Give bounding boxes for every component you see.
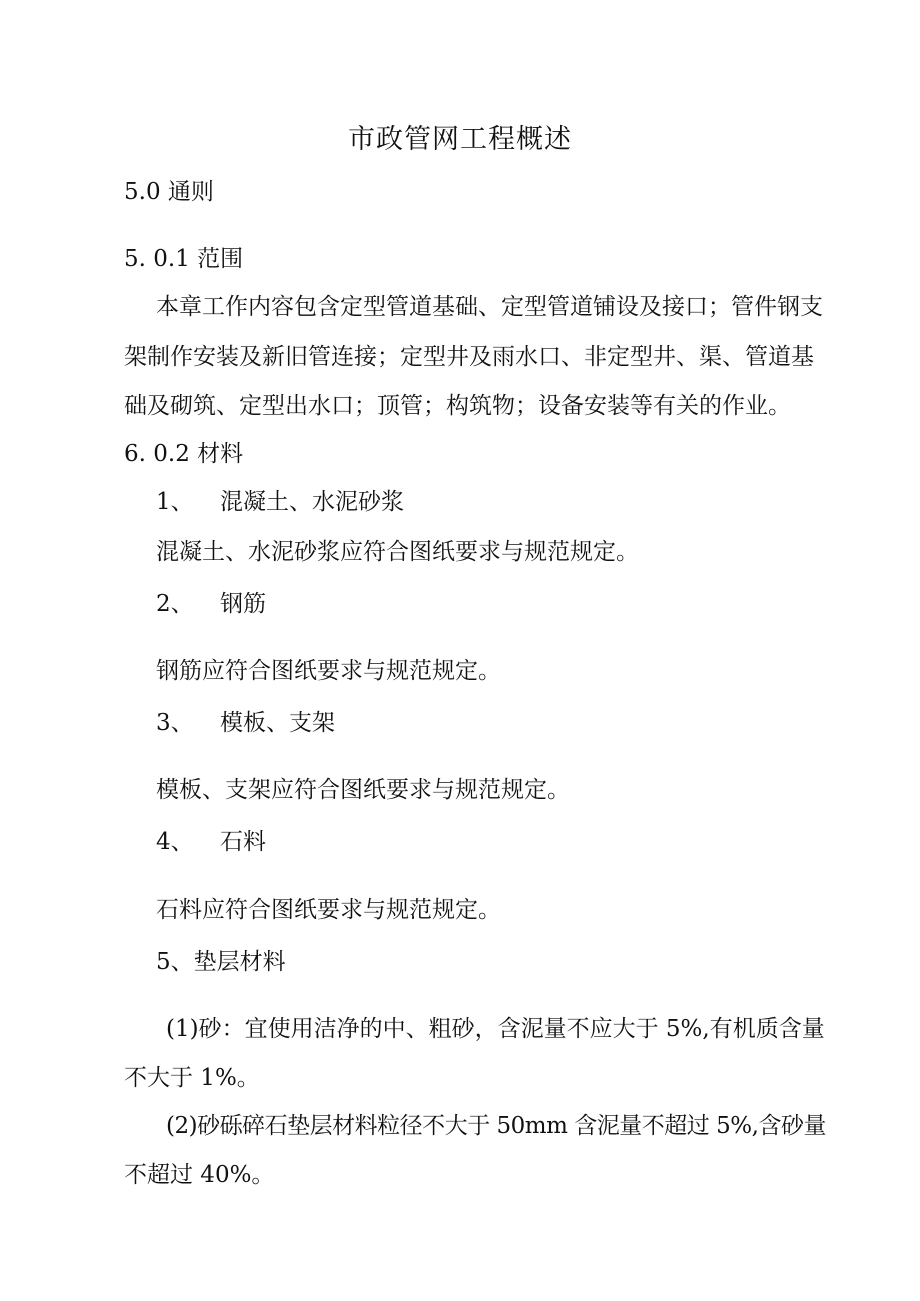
scope-heading: 5. 0.1 范围 <box>124 246 244 272</box>
material-item-3 <box>156 708 335 738</box>
material-item-name: 钢筋 <box>220 591 266 617</box>
material-item-number: 4、 <box>156 829 194 855</box>
scope-line-1: 本章工作内容包含定型管道基础、定型管道铺设及接口；管件钢支 <box>156 294 823 320</box>
material-item-name: 模板、支架 <box>220 710 335 736</box>
material-item-2 <box>156 589 266 619</box>
material-item-number: 2、 <box>156 591 194 617</box>
material-item-name: 混凝土、水泥砂浆 <box>220 489 404 515</box>
document-title: 市政管网工程概述 <box>348 124 572 155</box>
material-item-1-desc: 混凝土、水泥砂浆应符合图纸要求与规范规定。 <box>156 539 639 565</box>
material-item-2-desc: 钢筋应符合图纸要求与规范规定。 <box>156 658 501 684</box>
scope-line-2: 架制作安装及新旧管连接；定型井及雨水口、非定型井、渠、管道基 <box>124 344 814 370</box>
material-item-1 <box>156 487 404 517</box>
material-item-number: 3、 <box>156 710 194 736</box>
material-item-3-desc: 模板、支架应符合图纸要求与规范规定。 <box>156 777 570 803</box>
scope-line-3: 础及砌筑、定型出水口；顶管；构筑物；设备安装等有关的作业。 <box>124 393 791 419</box>
material-item-4 <box>156 827 266 857</box>
material-item-number: 1、 <box>156 489 194 515</box>
material-item-name: 石料 <box>220 829 266 855</box>
materials-heading: 6. 0.2 材料 <box>124 441 244 467</box>
cushion-gravel-line-2: 不超过 40%。 <box>124 1162 275 1188</box>
cushion-sand-line-1: (1)砂：宜使用洁净的中、粗砂，含泥量不应大于 5%,有机质含量 <box>166 1016 825 1042</box>
general-heading: 5.0 通则 <box>124 179 214 205</box>
cushion-heading: 5、垫层材料 <box>156 949 286 975</box>
material-item-4-desc: 石料应符合图纸要求与规范规定。 <box>156 897 501 923</box>
cushion-sand-line-2: 不大于 1%。 <box>124 1065 260 1091</box>
cushion-gravel-line-1: (2)砂砾碎石垫层材料粒径不大于 50mm 含泥量不超过 5%,含砂量 <box>166 1113 826 1139</box>
